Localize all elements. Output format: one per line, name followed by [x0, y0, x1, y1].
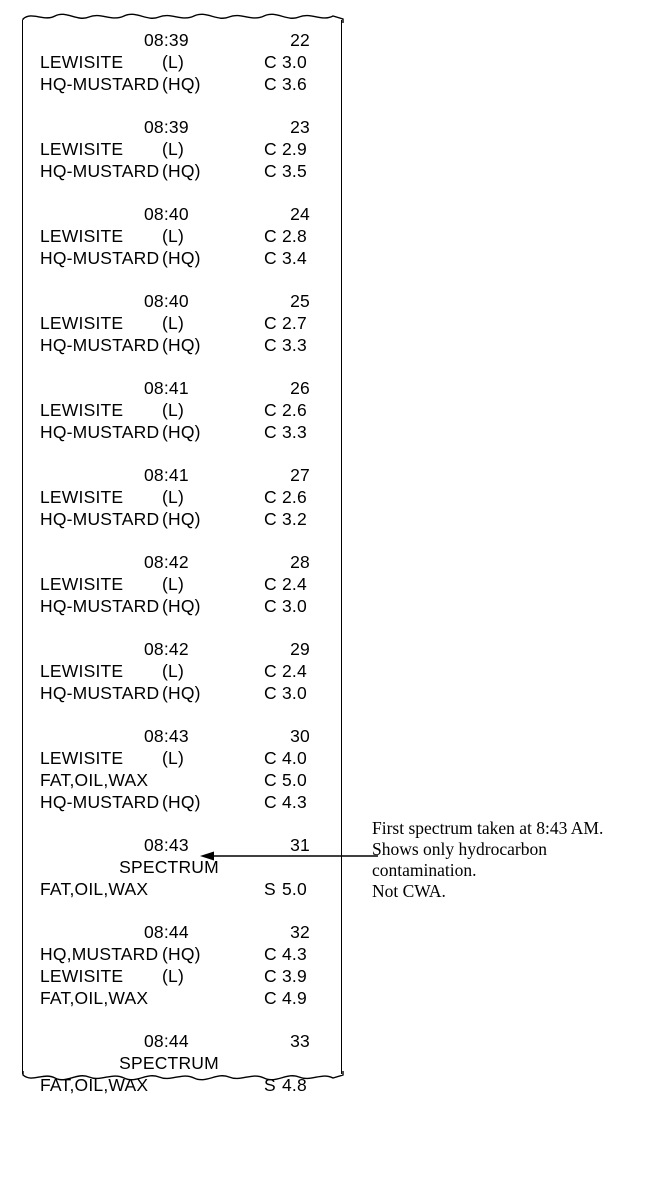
record-entry: [32, 117, 334, 183]
reading-value: 2.7: [282, 313, 307, 333]
agent-name: HQ-MUSTARD: [40, 509, 160, 529]
agent-code: (HQ): [162, 944, 201, 964]
paper-strip: [22, 8, 344, 1095]
record-time: 08:43: [144, 726, 189, 746]
reading-flag: C: [264, 574, 277, 594]
agent-name: LEWISITE: [40, 574, 124, 594]
record-time: 08:44: [144, 1031, 189, 1051]
agent-name: FAT,OIL,WAX: [40, 770, 149, 790]
agent-name: LEWISITE: [40, 966, 124, 986]
agent-code: (HQ): [162, 792, 201, 812]
record-entry: [32, 552, 334, 618]
reading-value: 3.4: [282, 248, 307, 268]
record-line: [32, 661, 334, 683]
record-line: [32, 335, 334, 357]
reading-flag: C: [264, 400, 277, 420]
agent-name: LEWISITE: [40, 139, 124, 159]
agent-name: HQ,MUSTARD: [40, 944, 159, 964]
record-number: 25: [290, 291, 310, 311]
record-header: [32, 922, 334, 944]
reading-value: 3.9: [282, 966, 307, 986]
record-line: [32, 1075, 334, 1097]
record-number: 28: [290, 552, 310, 572]
record-header: [32, 465, 334, 487]
reading-value: 2.4: [282, 661, 307, 681]
record-line: [32, 879, 334, 901]
reading-flag: C: [264, 74, 277, 94]
record-line: [32, 161, 334, 183]
annotation-line: contamination.: [372, 860, 477, 880]
spectrum-label: SPECTRUM: [119, 1053, 219, 1073]
agent-code: (L): [162, 574, 184, 594]
record-line: [32, 792, 334, 814]
agent-code: (HQ): [162, 248, 201, 268]
agent-name: FAT,OIL,WAX: [40, 879, 149, 899]
reading-value: 3.3: [282, 422, 307, 442]
annotation-line: Shows only hydrocarbon: [372, 839, 547, 859]
record-line: [32, 748, 334, 770]
record-header: [32, 726, 334, 748]
record-time: 08:39: [144, 117, 189, 137]
reading-flag: C: [264, 226, 277, 246]
reading-flag: C: [264, 683, 277, 703]
record-line: [32, 683, 334, 705]
record-entry: [32, 204, 334, 270]
reading-value: 3.0: [282, 52, 307, 72]
reading-value: 4.8: [282, 1075, 307, 1095]
record-line: [32, 313, 334, 335]
agent-name: LEWISITE: [40, 313, 124, 333]
record-header: [32, 552, 334, 574]
agent-code: (HQ): [162, 683, 201, 703]
agent-name: LEWISITE: [40, 748, 124, 768]
reading-flag: C: [264, 792, 277, 812]
reading-flag: C: [264, 944, 277, 964]
agent-name: FAT,OIL,WAX: [40, 988, 149, 1008]
reading-flag: C: [264, 161, 277, 181]
agent-name: HQ-MUSTARD: [40, 792, 160, 812]
agent-code: (L): [162, 52, 184, 72]
agent-name: HQ-MUSTARD: [40, 335, 160, 355]
record-header: [32, 378, 334, 400]
record-header: [32, 291, 334, 313]
record-time: 08:41: [144, 465, 189, 485]
reading-value: 3.3: [282, 335, 307, 355]
record-line: [32, 770, 334, 792]
reading-flag: C: [264, 509, 277, 529]
record-header: [32, 639, 334, 661]
record-entry: [32, 291, 334, 357]
reading-value: 4.0: [282, 748, 307, 768]
reading-flag: C: [264, 487, 277, 507]
reading-value: 3.2: [282, 509, 307, 529]
agent-code: (L): [162, 139, 184, 159]
reading-value: 4.3: [282, 944, 307, 964]
agent-name: LEWISITE: [40, 52, 124, 72]
record-time: 08:40: [144, 291, 189, 311]
record-line: [32, 944, 334, 966]
record-entry: [32, 922, 334, 1010]
annotation-line: Not CWA.: [372, 881, 446, 901]
record-header: [32, 1031, 334, 1053]
reading-flag: C: [264, 661, 277, 681]
reading-flag: C: [264, 988, 277, 1008]
record-time: 08:44: [144, 922, 189, 942]
record-entry: [32, 639, 334, 705]
record-header: [32, 117, 334, 139]
agent-code: (HQ): [162, 596, 201, 616]
reading-value: 3.0: [282, 683, 307, 703]
reading-value: 2.6: [282, 487, 307, 507]
agent-name: LEWISITE: [40, 661, 124, 681]
reading-flag: C: [264, 313, 277, 333]
record-number: 30: [290, 726, 310, 746]
agent-name: LEWISITE: [40, 487, 124, 507]
agent-code: (HQ): [162, 161, 201, 181]
annotation-arrow: [200, 848, 380, 864]
reading-flag: C: [264, 596, 277, 616]
reading-value: 2.8: [282, 226, 307, 246]
agent-code: (HQ): [162, 509, 201, 529]
record-line: [32, 139, 334, 161]
reading-value: 2.6: [282, 400, 307, 420]
reading-flag: C: [264, 139, 277, 159]
record-entry: [32, 465, 334, 531]
record-line: [32, 966, 334, 988]
reading-value: 3.5: [282, 161, 307, 181]
reading-flag: C: [264, 770, 277, 790]
agent-code: (L): [162, 966, 184, 986]
agent-name: HQ-MUSTARD: [40, 422, 160, 442]
reading-flag: C: [264, 248, 277, 268]
record-line: [32, 226, 334, 248]
record-time: 08:42: [144, 639, 189, 659]
reading-value: 5.0: [282, 879, 307, 899]
record-line: [32, 596, 334, 618]
record-time: 08:40: [144, 204, 189, 224]
agent-code: (L): [162, 487, 184, 507]
agent-name: HQ-MUSTARD: [40, 74, 160, 94]
reading-flag: C: [264, 335, 277, 355]
record-header: [32, 204, 334, 226]
reading-flag: C: [264, 748, 277, 768]
record-time: 08:42: [144, 552, 189, 572]
record-line: [32, 52, 334, 74]
agent-name: FAT,OIL,WAX: [40, 1075, 149, 1095]
record-number: 24: [290, 204, 310, 224]
agent-code: (L): [162, 661, 184, 681]
agent-code: (L): [162, 748, 184, 768]
agent-code: (L): [162, 226, 184, 246]
record-time: 08:43: [144, 835, 189, 855]
reading-flag: S: [264, 879, 276, 899]
agent-name: HQ-MUSTARD: [40, 248, 160, 268]
record-entry-spectrum: [32, 835, 334, 901]
agent-name: HQ-MUSTARD: [40, 161, 160, 181]
agent-code: (HQ): [162, 74, 201, 94]
reading-flag: S: [264, 1075, 276, 1095]
agent-code: (L): [162, 313, 184, 333]
reading-value: 3.0: [282, 596, 307, 616]
agent-code: (HQ): [162, 422, 201, 442]
agent-name: HQ-MUSTARD: [40, 683, 160, 703]
record-header: [32, 30, 334, 52]
record-number: 33: [290, 1031, 310, 1051]
record-time: 08:39: [144, 30, 189, 50]
reading-value: 2.4: [282, 574, 307, 594]
reading-value: 5.0: [282, 770, 307, 790]
reading-value: 3.6: [282, 74, 307, 94]
record-number: 23: [290, 117, 310, 137]
record-time: 08:41: [144, 378, 189, 398]
agent-name: LEWISITE: [40, 400, 124, 420]
record-line: [32, 400, 334, 422]
record-number: 22: [290, 30, 310, 50]
record-line: [32, 74, 334, 96]
record-number: 32: [290, 922, 310, 942]
record-number: 26: [290, 378, 310, 398]
record-line: [32, 248, 334, 270]
reading-value: 4.3: [282, 792, 307, 812]
record-entry: [32, 378, 334, 444]
agent-code: (L): [162, 400, 184, 420]
record-number: 29: [290, 639, 310, 659]
record-number: 31: [290, 835, 310, 855]
record-line: [32, 574, 334, 596]
annotation-line: First spectrum taken at 8:43 AM.: [372, 818, 604, 838]
reading-flag: C: [264, 52, 277, 72]
agent-name: LEWISITE: [40, 226, 124, 246]
detector-printout: [22, 20, 344, 1095]
record-entry: [32, 726, 334, 814]
record-entry: [32, 30, 334, 96]
annotation-note: [372, 818, 634, 902]
agent-code: (HQ): [162, 335, 201, 355]
record-line: [32, 509, 334, 531]
record-line: [32, 988, 334, 1010]
record-entry-spectrum: [32, 1031, 334, 1097]
agent-name: HQ-MUSTARD: [40, 596, 160, 616]
record-line: [32, 487, 334, 509]
spectrum-label: SPECTRUM: [119, 857, 219, 877]
record-line: [32, 422, 334, 444]
record-number: 27: [290, 465, 310, 485]
reading-flag: C: [264, 966, 277, 986]
reading-flag: C: [264, 422, 277, 442]
reading-value: 2.9: [282, 139, 307, 159]
reading-value: 4.9: [282, 988, 307, 1008]
